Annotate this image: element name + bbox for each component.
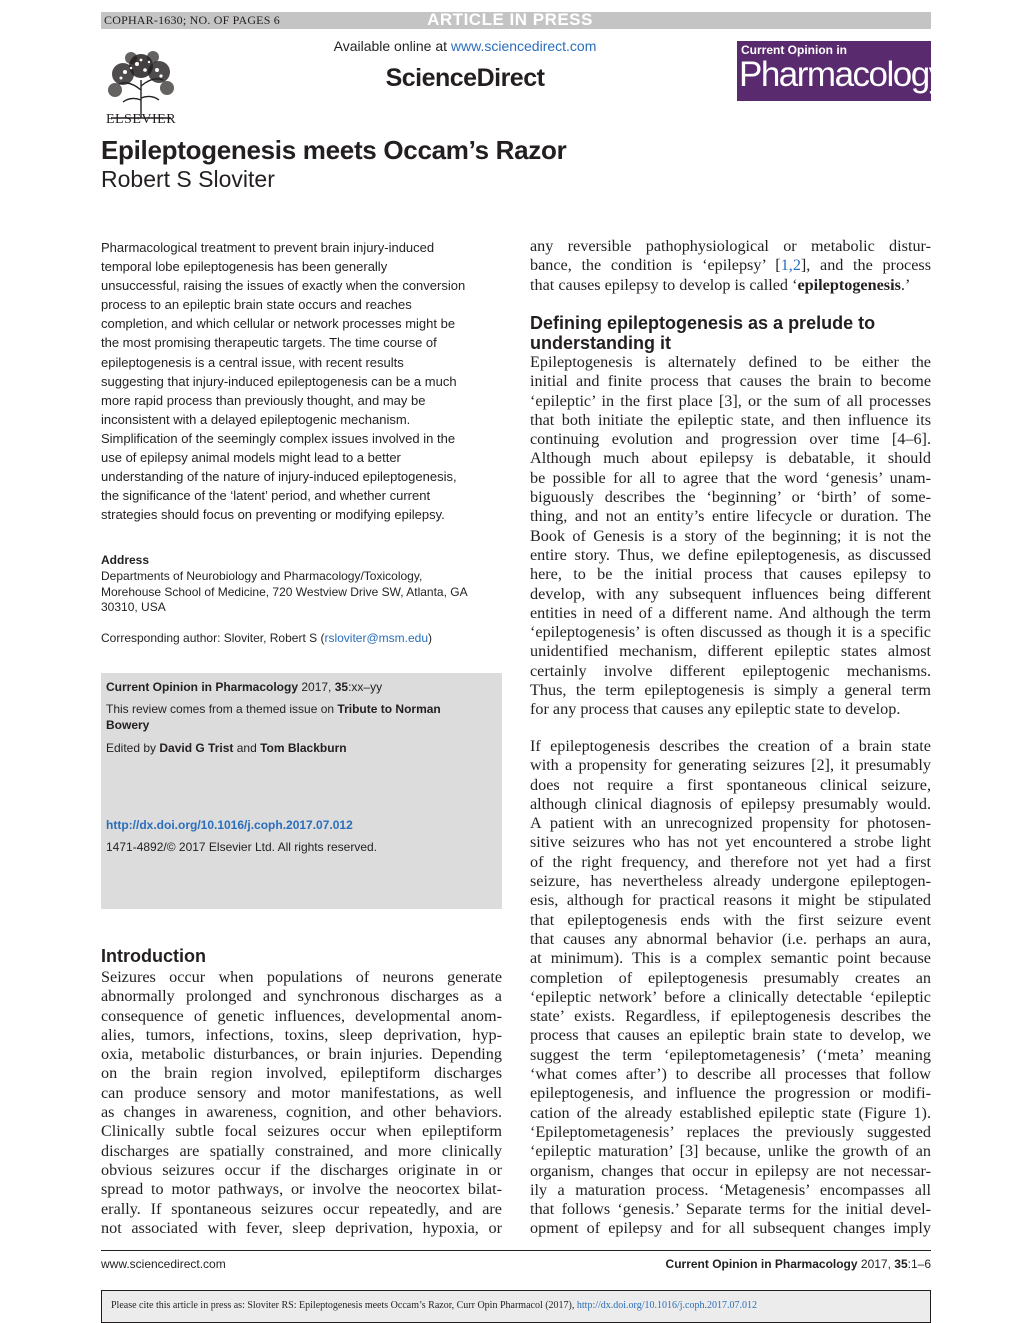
elsevier-wordmark: ELSEVIER <box>105 112 177 127</box>
available-online-label: Available online at <box>333 38 451 54</box>
body-line: be possible for all to agree that the word ‘genesis’ unam- <box>530 468 931 487</box>
defining-heading: Defining epileptogenesis as a prelude to understanding it <box>530 313 876 353</box>
reference-link[interactable]: 1,2 <box>780 256 801 275</box>
abstract-line: unsuccessful, raising the issues of exactly when the conversion <box>101 278 466 294</box>
infobox-theme-name-2: Bowery <box>106 718 150 732</box>
body-line: continuing evolution and progression over time [4–6]. <box>530 430 931 449</box>
body-line: esis, although for practical reasons it might be stipulated <box>530 891 931 910</box>
article-status-banner: ARTICLE IN PRESS <box>427 10 593 29</box>
infobox-journal <box>106 679 382 695</box>
defining-text <box>530 353 931 720</box>
body-line: If epileptogenesis describes the creation of a brain state <box>530 737 931 755</box>
abstract-line: Simplification of the seemingly complex issues involved in the <box>101 430 456 446</box>
body-text: ], and the process <box>800 256 932 275</box>
footer-journal-name: Current Opinion in Pharmacology <box>665 1257 858 1271</box>
infobox-theme-name: Tribute to Norman <box>337 702 441 716</box>
available-online <box>300 38 630 54</box>
right-column-top <box>530 237 931 295</box>
body-line: Clinically subtle focal seizures occur when epileptiform <box>101 1122 502 1141</box>
body-line: suggest the term ‘epileptometagenesis’ (‘meta’ meaning <box>530 1045 931 1064</box>
address-line: Morehouse School of Medicine, 720 Westview Drive SW, Atlanta, GA <box>101 584 468 599</box>
term-epileptogenesis: epileptogenesis <box>797 275 901 294</box>
abstract-line: strategies should focus on preventing or modifying epilepsy. <box>101 507 445 523</box>
manuscript-code: COPHAR-1630; NO. OF PAGES 6 <box>104 13 280 27</box>
sciencedirect-link[interactable]: www.sciencedirect.com <box>450 38 597 54</box>
infobox-journal-year: 2017, <box>298 680 335 694</box>
abstract-line: the most promising therapeutic targets. The time course of <box>101 335 437 351</box>
body-line: spread to motor pathways, or involve the neocortex bilat- <box>101 1180 502 1199</box>
citation-doi-link[interactable]: http://dx.doi.org/10.1016/j.coph.2017.07.012 <box>576 1300 757 1311</box>
body-line: as changes in awareness, cognition, and other behaviors. <box>101 1103 502 1122</box>
citation-box <box>101 1290 931 1323</box>
body-line: that epileptogenesis ends with the first seizure event <box>530 910 931 929</box>
footer-rule <box>101 1250 931 1251</box>
body-line: unidentified mechanism, different epileptic states almost <box>530 642 931 661</box>
sciencedirect-wordmark: ScienceDirect <box>385 64 545 92</box>
body-line: state’ exists. Regardless, if epileptogenesis describes the <box>530 1007 931 1026</box>
journal-logo-small: Current Opinion in <box>741 43 847 57</box>
body-line: for any process that causes any epileptic state to develop. <box>530 700 901 719</box>
body-line: any reversible pathophysiological or metabolic distur- <box>530 237 931 255</box>
body-line: that follows ‘genesis.’ Separate terms for the initial devel- <box>530 1200 931 1219</box>
footer-year: 2017, <box>857 1257 895 1271</box>
citation-text <box>111 1300 757 1311</box>
body-line: ‘epileptic maturation’ [3] because, unlike the growth of an <box>530 1142 931 1161</box>
footer-site: www.sciencedirect.com <box>101 1257 226 1271</box>
body-line: entities in need of a different name. And although the term <box>530 603 931 622</box>
infobox-journal-volume: 35 <box>334 680 349 694</box>
abstract-line: more rapid process than previously thought, and may be <box>101 392 426 408</box>
body-line: although clinical diagnosis of epilepsy presumably would. <box>530 794 931 813</box>
body-line: seizure, has nevertheless already undergone epileptogen- <box>530 872 931 891</box>
body-line: with a propensity for generating seizures [2], it presumably <box>530 756 931 775</box>
body-line: certainly involve different epileptogenic mechanisms. <box>530 661 931 680</box>
body-line: can produce sensory and motor manifestations, as well <box>101 1083 502 1102</box>
body-line: here, to be the initial process that causes epilepsy to <box>530 565 931 584</box>
body-line <box>530 256 931 275</box>
body-line <box>530 276 931 295</box>
introduction-text <box>101 968 502 1238</box>
body-line: ‘epileptic network’ before a clinically detectable ‘epileptic <box>530 987 931 1006</box>
abstract-line: suggesting that injury-induced epileptogenesis can be a much <box>101 373 457 389</box>
journal-logo-box <box>737 41 945 101</box>
body-line: not associated with fever, sleep deprivation, hypoxia, or <box>101 1218 502 1237</box>
infobox-theme <box>106 701 486 733</box>
body-line: at minimum). This is a complex semantic point because <box>530 949 931 968</box>
body-line: obvious seizures occur if the discharges originate in or <box>101 1160 502 1179</box>
body-line: thing, and not an entity’s entire lifecycle or duration. The <box>530 507 931 526</box>
corresponding-prefix: Corresponding author: Sloviter, Robert S ( <box>101 631 325 645</box>
body-line: ‘epileptogenesis’ is often discussed as though it is a specific <box>530 623 931 642</box>
abstract-line: inconsistent with a delayed epileptogenic mechanism. <box>101 411 411 427</box>
body-line: alies, tumors, infections, toxins, sleep deprivation, hyp- <box>101 1025 502 1044</box>
body-line: Although much about epilepsy is debatable, it should <box>530 449 931 468</box>
body-line: process that causes an epileptic brain state to develop, we <box>530 1026 931 1045</box>
introduction-heading: Introduction <box>101 946 206 966</box>
infobox-editors <box>106 740 347 756</box>
body-line: discharges are spatially constrained, and more clinically <box>101 1141 502 1160</box>
abstract-line: temporal lobe epileptogenesis has been generally <box>101 259 388 275</box>
infobox-journal-name: Current Opinion in Pharmacology <box>106 680 299 694</box>
infobox-theme-prefix: This review comes from a themed issue on <box>106 702 338 716</box>
body-line: Book of Genesis is a story of the beginning; it is not the <box>530 526 931 545</box>
abstract <box>101 238 501 524</box>
infobox-editor-2: Tom Blackburn <box>260 741 347 755</box>
abstract-line: understanding of the nature of injury-induced epileptogenesis, <box>101 469 457 485</box>
body-line: does not require a first spontaneous clinical seizure, <box>530 775 931 794</box>
abstract-line: epileptogenesis is a central issue, with recent results <box>101 354 404 370</box>
body-line: Epileptogenesis is alternately defined to be either the <box>530 353 931 371</box>
address-line: 30310, USA <box>101 600 166 614</box>
body-text: .’ <box>900 275 911 294</box>
article-author: Robert S Sloviter <box>101 166 275 192</box>
body-line: that both initiate the epileptic state, and then influence its <box>530 410 931 429</box>
body-line: epileptogenesis, and influence the progression or modifi- <box>530 1084 931 1103</box>
paragraph-two <box>530 737 931 1239</box>
infobox-edited-and: and <box>233 741 261 755</box>
abstract-line: use of epilepsy animal models might lead to a better <box>101 450 401 466</box>
article-title: Epileptogenesis meets Occam’s Razor <box>101 135 567 165</box>
corresponding-suffix: ) <box>428 631 432 645</box>
infobox-editor-1: David G Trist <box>159 741 234 755</box>
abstract-line: completion, and which cellular or network processes might be <box>101 316 456 332</box>
address-line: Departments of Neurobiology and Pharmacology/Toxicology, <box>101 569 423 583</box>
body-line: ‘what comes after’) to describe all processes that follow <box>530 1065 931 1084</box>
body-text: that causes epilepsy to develop is called ‘ <box>530 275 798 294</box>
journal-logo-big: Pharmacology <box>739 55 945 94</box>
body-line: Seizures occur when populations of neurons generate <box>101 968 502 986</box>
body-line: ily a maturation process. ‘Metagenesis’ encompasses all <box>530 1180 931 1199</box>
footer-journal <box>666 1257 931 1271</box>
body-line: ‘Epileptometagenesis’ replaces the previously suggested <box>530 1122 931 1141</box>
body-line: biguously describes the ‘beginning’ or ‘birth’ of some- <box>530 488 931 507</box>
footer-volume: 35 <box>894 1257 908 1271</box>
body-line: cation of the already established epileptic state (Figure 1). <box>530 1103 931 1122</box>
body-line: A patient with an unrecognized propensity for photosen- <box>530 814 931 833</box>
body-line: ‘epileptic’ in the first place [3], or the sum of all processes <box>530 391 931 410</box>
corresponding-author <box>101 631 432 645</box>
body-line: on the brain region involved, epileptiform discharges <box>101 1064 502 1083</box>
body-line: completion of epileptogenesis presumably creates an <box>530 968 931 987</box>
citation-prefix: Please cite this article in press as: Sloviter RS: Epileptogenesis meets Occam’s Razor, Curr Opin Pharmacol (2017), <box>111 1300 577 1311</box>
body-line: initial and finite process that causes the brain to become <box>530 372 931 391</box>
body-line: consequence of genetic influences, developmental anom- <box>101 1006 502 1025</box>
body-line: entire story. Thus, we define epileptogenesis, as discussed <box>530 545 931 564</box>
body-text: bance, the condition is ‘epilepsy’ [ <box>530 256 781 275</box>
footer-pages: :1–6 <box>907 1257 931 1271</box>
infobox-edited-prefix: Edited by <box>106 741 160 755</box>
body-line: organism, changes that occur in epilepsy are not necessar- <box>530 1161 931 1180</box>
doi-link[interactable]: http://dx.doi.org/10.1016/j.coph.2017.07.012 <box>106 818 353 832</box>
body-line: that causes any abnormal behavior (i.e. perhaps an aura, <box>530 929 931 948</box>
infobox-journal-pages: :xx–yy <box>348 680 383 694</box>
body-line: erally. If spontaneous seizures occur repeatedly, and are <box>101 1199 502 1218</box>
article-info-box <box>101 673 502 909</box>
body-line: develop, with any subsequent influences being different <box>530 584 931 603</box>
address-block <box>101 569 501 616</box>
infobox-copyright: 1471-4892/© 2017 Elsevier Ltd. All rights reserved. <box>106 840 377 854</box>
abstract-line: process to an epileptic brain state occurs and reaches <box>101 297 412 313</box>
abstract-line: Pharmacological treatment to prevent brain injury-induced <box>101 240 435 255</box>
author-email-link[interactable]: rsloviter@msm.edu <box>324 631 428 645</box>
body-line: Thus, the term epileptogenesis is simply a general term <box>530 681 931 700</box>
body-line: opment of epilepsy and for all subsequent changes imply <box>530 1219 931 1238</box>
body-line: oxia, metabolic disturbances, or brain injuries. Depending <box>101 1045 502 1064</box>
address-heading: Address <box>101 553 150 567</box>
body-line: sitive seizures who has not yet encountered a strobe light <box>530 833 931 852</box>
abstract-line: the significance of the ‘latent’ period, and whether current <box>101 488 431 504</box>
body-line: abnormally prolonged and synchronous discharges as a <box>101 987 502 1006</box>
body-line: of the right frequency, and therefore not yet had a first <box>530 852 931 871</box>
